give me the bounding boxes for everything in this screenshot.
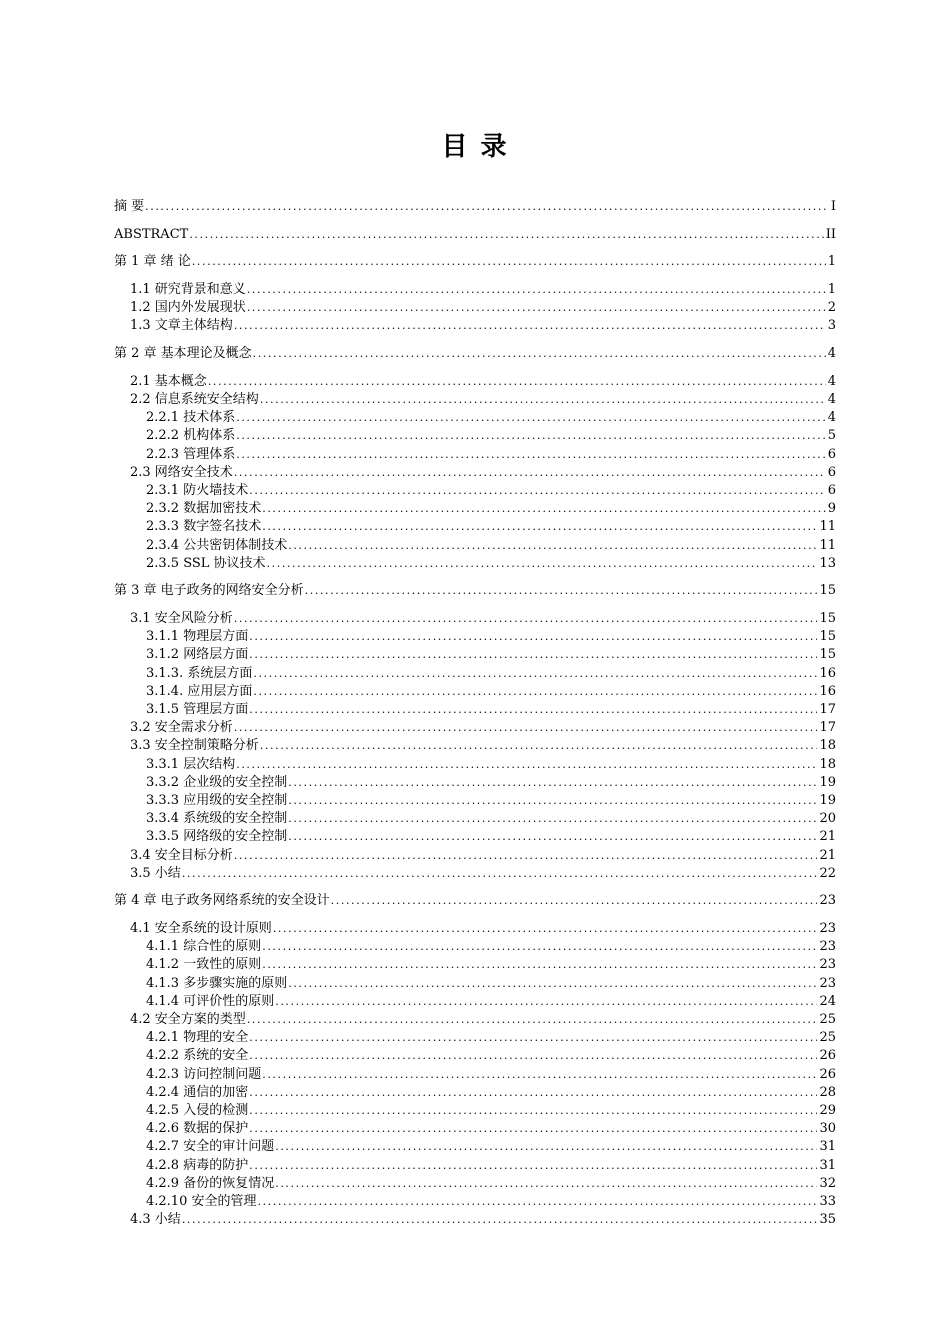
toc-entry-page-number: 9 [827, 501, 836, 517]
toc-entry-label: 4.3 小结 [130, 1212, 181, 1228]
toc-entry-label: 4.1 安全系统的设计原则 [130, 921, 272, 937]
toc-entry-page-number: 4 [827, 373, 836, 389]
toc-entry-label: 4.2.3 访问控制问题 [146, 1066, 262, 1082]
toc-entry-page-number: 19 [819, 774, 836, 790]
toc-entry[interactable] [114, 701, 836, 719]
toc-entry[interactable] [114, 555, 836, 573]
toc-entry-label: 第 1 章 绪 论 [114, 254, 191, 270]
toc-entry-label: 4.2.4 通信的加密 [146, 1084, 249, 1100]
toc-entry[interactable] [114, 1029, 836, 1047]
toc-entry[interactable] [114, 281, 836, 299]
toc-entry-label: 4.2.9 备份的恢复情况 [146, 1175, 275, 1191]
toc-dot-leader [236, 446, 826, 464]
toc-entry-label: ABSTRACT [114, 226, 189, 242]
toc-entry[interactable] [114, 1193, 836, 1211]
toc-entry-page-number: 18 [819, 738, 836, 754]
toc-dot-leader [288, 810, 817, 828]
toc-entry-label: 1.1 研究背景和意义 [130, 282, 246, 298]
toc-entry-page-number: 29 [819, 1102, 836, 1118]
toc-entry-page-number: 1 [827, 282, 836, 298]
toc-entry-page-number: 25 [819, 1030, 836, 1046]
toc-entry-label: 4.2.7 安全的审计问题 [146, 1139, 275, 1155]
toc-entry-page-number: 15 [819, 611, 836, 627]
toc-dot-leader [262, 956, 817, 974]
toc-entry[interactable] [114, 226, 836, 244]
toc-entry-page-number: 15 [819, 647, 836, 663]
toc-entry-page-number: 21 [819, 847, 836, 863]
toc-entry-page-number: 24 [819, 993, 836, 1009]
toc-entry-label: 2.3.2 数据加密技术 [146, 501, 262, 517]
toc-entry-page-number: 11 [819, 537, 836, 553]
toc-entry[interactable] [114, 892, 836, 910]
toc-entry-label: 3.3.4 系统级的安全控制 [146, 811, 288, 827]
toc-entry-label: 2.2 信息系统安全结构 [130, 392, 259, 407]
toc-entry[interactable] [114, 446, 836, 464]
toc-entry-label: 3.1 安全风险分析 [130, 611, 233, 627]
toc-entry[interactable] [114, 1102, 836, 1120]
toc-entry-page-number: 20 [819, 811, 836, 827]
toc-dot-leader [234, 847, 818, 865]
toc-dot-leader [262, 518, 817, 536]
toc-entry[interactable] [114, 646, 836, 664]
toc-entry[interactable] [114, 345, 836, 363]
toc-dot-leader [275, 1175, 817, 1193]
toc-dot-leader [262, 1066, 817, 1084]
toc-dot-leader [331, 892, 818, 910]
toc-entry[interactable] [114, 464, 836, 482]
toc-entry-label: 1.2 国内外发展现状 [130, 300, 246, 316]
toc-entry[interactable] [114, 500, 836, 518]
toc-entry-label: 第 4 章 电子政务网络系统的安全设计 [114, 893, 330, 909]
toc-entry[interactable] [114, 1138, 836, 1156]
toc-entry[interactable] [114, 1066, 836, 1084]
toc-entry-label: 3.2 安全需求分析 [130, 720, 233, 736]
toc-dot-leader [247, 299, 826, 317]
toc-entry-page-number: 5 [827, 428, 836, 444]
toc-entry[interactable] [114, 1157, 836, 1175]
toc-entry-label: 4.1.2 一致性的原则 [146, 957, 262, 973]
toc-entry-page-number: 22 [819, 865, 836, 881]
toc-entry-label: 4.2.1 物理的安全 [146, 1030, 249, 1046]
toc-entry-label: 3.1.3. 系统层方面 [146, 665, 253, 681]
toc-dot-leader [257, 1193, 817, 1211]
toc-entry-page-number: 18 [819, 756, 836, 772]
toc-entry[interactable] [114, 427, 836, 445]
toc-entry-page-number: 4 [827, 410, 836, 426]
toc-entry-page-number: 23 [819, 957, 836, 973]
toc-entry-label: 2.2.3 管理体系 [146, 446, 236, 462]
toc-entry-page-number: 4 [827, 392, 836, 407]
toc-entry-label: 4.1.4 可评价性的原则 [146, 993, 275, 1009]
toc-entry-label: 4.2.2 系统的安全 [146, 1048, 249, 1064]
toc-dot-leader [236, 409, 826, 427]
toc-dot-leader [273, 920, 818, 938]
toc-entry-page-number: 26 [819, 1066, 836, 1082]
toc-dot-leader [253, 345, 826, 363]
toc-entry-label: 3.1.5 管理层方面 [146, 702, 249, 717]
toc-dot-leader [247, 1011, 818, 1029]
toc-entry[interactable] [114, 756, 836, 774]
toc-dot-leader [236, 427, 826, 445]
toc-entry-page-number: II [825, 226, 836, 242]
toc-entry-label: 4.2.6 数据的保护 [146, 1121, 249, 1137]
toc-dot-leader [253, 683, 817, 701]
toc-entry[interactable] [114, 253, 836, 271]
toc-dot-leader [260, 391, 826, 409]
toc-dot-leader [249, 701, 817, 719]
toc-entry-page-number: 23 [819, 893, 836, 909]
toc-entry-label: 2.3.4 公共密钥体制技术 [146, 537, 288, 553]
toc-entry-page-number: I [830, 199, 836, 214]
toc-entry[interactable] [114, 920, 836, 938]
toc-entry-label: 3.1.4. 应用层方面 [146, 683, 253, 699]
toc-dot-leader [189, 226, 823, 244]
toc-entry-page-number: 31 [819, 1157, 836, 1173]
toc-dot-leader [267, 555, 818, 573]
toc-entry[interactable] [114, 956, 836, 974]
toc-entry-label: 3.5 小结 [130, 865, 181, 881]
toc-entry-page-number: 23 [819, 975, 836, 991]
toc-entry-label: 3.3 安全控制策略分析 [130, 738, 259, 754]
toc-entry[interactable] [114, 373, 836, 391]
toc-entry-label: 摘 要 [114, 199, 145, 214]
toc-entry-label: 3.3.5 网络级的安全控制 [146, 829, 288, 845]
toc-dot-leader [288, 537, 817, 555]
toc-dot-leader [234, 719, 818, 737]
toc-entry-page-number: 25 [819, 1012, 836, 1027]
toc-entry[interactable] [114, 975, 836, 993]
toc-dot-leader [236, 756, 817, 774]
toc-entry-label: 3.1.1 物理层方面 [146, 629, 249, 645]
toc-entry[interactable] [114, 1047, 836, 1065]
toc-entry-label: 3.3.2 企业级的安全控制 [146, 774, 288, 790]
toc-entry[interactable] [114, 1120, 836, 1138]
toc-entry-page-number: 32 [819, 1175, 836, 1191]
toc-dot-leader [234, 610, 818, 628]
toc-entry[interactable] [114, 409, 836, 427]
toc-entry[interactable] [114, 810, 836, 828]
toc-entry[interactable] [114, 847, 836, 865]
toc-entry-label: 2.3.1 防火墙技术 [146, 482, 249, 498]
toc-entry-page-number: 1 [827, 254, 836, 270]
toc-entry-page-number: 33 [819, 1193, 836, 1209]
toc-dot-leader [262, 938, 817, 956]
toc-entry-page-number: 13 [819, 555, 836, 571]
toc-dot-leader [192, 253, 826, 271]
toc-entry-label: 4.2.8 病毒的防护 [146, 1157, 249, 1173]
toc-entry-page-number: 35 [819, 1212, 836, 1228]
toc-entry[interactable] [114, 1011, 836, 1029]
toc-entry-page-number: 23 [819, 939, 836, 955]
toc-dot-leader [249, 1102, 817, 1120]
toc-entry-label: 4.2 安全方案的类型 [130, 1012, 246, 1027]
toc-dot-leader [208, 373, 826, 391]
toc-entry-page-number: 3 [827, 318, 836, 334]
toc-dot-leader [288, 792, 817, 810]
toc-entry[interactable] [114, 628, 836, 646]
toc-dot-leader [234, 464, 826, 482]
toc-entry[interactable] [114, 391, 836, 409]
toc-dot-leader [253, 665, 817, 683]
toc-entry[interactable] [114, 1211, 836, 1229]
toc-entry-label: 3.3.3 应用级的安全控制 [146, 792, 288, 808]
toc-entry-page-number: 16 [819, 665, 836, 681]
toc-title: 目 录 [441, 132, 509, 162]
toc-dot-leader [249, 1157, 817, 1175]
toc-dot-leader [182, 1211, 818, 1229]
toc-dot-leader [288, 975, 817, 993]
toc-dot-leader [249, 646, 817, 664]
toc-entry-page-number: 6 [827, 464, 836, 480]
toc-entry-label: 3.4 安全目标分析 [130, 847, 233, 863]
toc-entry[interactable] [114, 299, 836, 317]
toc-entry-label: 2.2.1 技术体系 [146, 410, 236, 426]
toc-entry[interactable] [114, 198, 836, 216]
toc-dot-leader [249, 628, 817, 646]
toc-entry-page-number: 31 [819, 1139, 836, 1155]
toc-entry-label: 2.3 网络安全技术 [130, 464, 233, 480]
toc-entry-label: 4.1.1 综合性的原则 [146, 939, 262, 955]
toc-entry-page-number: 19 [819, 792, 836, 808]
toc-entry-page-number: 6 [827, 482, 836, 498]
toc-entry[interactable] [114, 582, 836, 600]
toc-entry-page-number: 15 [819, 629, 836, 645]
toc-entry[interactable] [114, 1084, 836, 1102]
toc-entry[interactable] [114, 518, 836, 536]
toc-dot-leader [145, 198, 826, 216]
toc-dot-leader [247, 281, 826, 299]
toc-dot-leader [288, 774, 817, 792]
toc-entry-page-number: 26 [819, 1048, 836, 1064]
toc-entry[interactable] [114, 482, 836, 500]
toc-dot-leader [249, 1120, 817, 1138]
toc-entry-label: 2.3.3 数字签名技术 [146, 519, 262, 535]
toc-entry[interactable] [114, 938, 836, 956]
toc-dot-leader [288, 828, 817, 846]
toc-entry[interactable] [114, 737, 836, 755]
toc-entry[interactable] [114, 828, 836, 846]
toc-entry-page-number: 30 [819, 1121, 836, 1137]
toc-entry-label: 2.2.2 机构体系 [146, 428, 236, 444]
toc-entry-label: 4.2.5 入侵的检测 [146, 1102, 249, 1118]
toc-entry-label: 2.3.5 SSL 协议技术 [146, 555, 266, 571]
toc-dot-leader [249, 1029, 817, 1047]
toc-entry[interactable] [114, 683, 836, 701]
toc-dot-leader [275, 993, 817, 1011]
toc-entry[interactable] [114, 317, 836, 335]
toc-entry[interactable] [114, 610, 836, 628]
toc-entry-label: 2.1 基本概念 [130, 373, 207, 389]
toc-dot-leader [249, 482, 826, 500]
toc-entry-page-number: 15 [819, 583, 836, 599]
toc-entry[interactable] [114, 993, 836, 1011]
toc-dot-leader [249, 1047, 817, 1065]
table-of-contents [114, 198, 836, 1229]
toc-entry-page-number: 17 [819, 720, 836, 736]
toc-entry[interactable] [114, 665, 836, 683]
toc-entry[interactable] [114, 719, 836, 737]
toc-entry-label: 1.3 文章主体结构 [130, 318, 233, 334]
toc-entry-page-number: 11 [819, 519, 836, 535]
toc-entry-label: 3.3.1 层次结构 [146, 756, 236, 772]
toc-entry[interactable] [114, 865, 836, 883]
toc-entry-page-number: 23 [819, 921, 836, 937]
toc-dot-leader [262, 500, 826, 518]
toc-entry[interactable] [114, 774, 836, 792]
toc-entry[interactable] [114, 537, 836, 555]
toc-dot-leader [182, 865, 818, 883]
toc-entry[interactable] [114, 1175, 836, 1193]
toc-entry-page-number: 21 [819, 829, 836, 845]
toc-entry-label: 第 2 章 基本理论及概念 [114, 346, 252, 362]
toc-entry-label: 3.1.2 网络层方面 [146, 647, 249, 663]
toc-entry-page-number: 4 [827, 346, 836, 362]
toc-entry-page-number: 16 [819, 683, 836, 699]
toc-entry-page-number: 2 [827, 300, 836, 316]
toc-dot-leader [305, 582, 818, 600]
toc-dot-leader [234, 317, 826, 335]
toc-entry[interactable] [114, 792, 836, 810]
toc-dot-leader [260, 737, 818, 755]
toc-entry-label: 4.1.3 多步骤实施的原则 [146, 975, 288, 991]
toc-entry-page-number: 17 [819, 702, 836, 717]
toc-entry-page-number: 6 [827, 446, 836, 462]
toc-entry-label: 第 3 章 电子政务的网络安全分析 [114, 583, 304, 599]
toc-entry-page-number: 28 [819, 1084, 836, 1100]
toc-dot-leader [249, 1084, 817, 1102]
toc-dot-leader [275, 1138, 817, 1156]
toc-entry-label: 4.2.10 安全的管理 [146, 1193, 257, 1209]
